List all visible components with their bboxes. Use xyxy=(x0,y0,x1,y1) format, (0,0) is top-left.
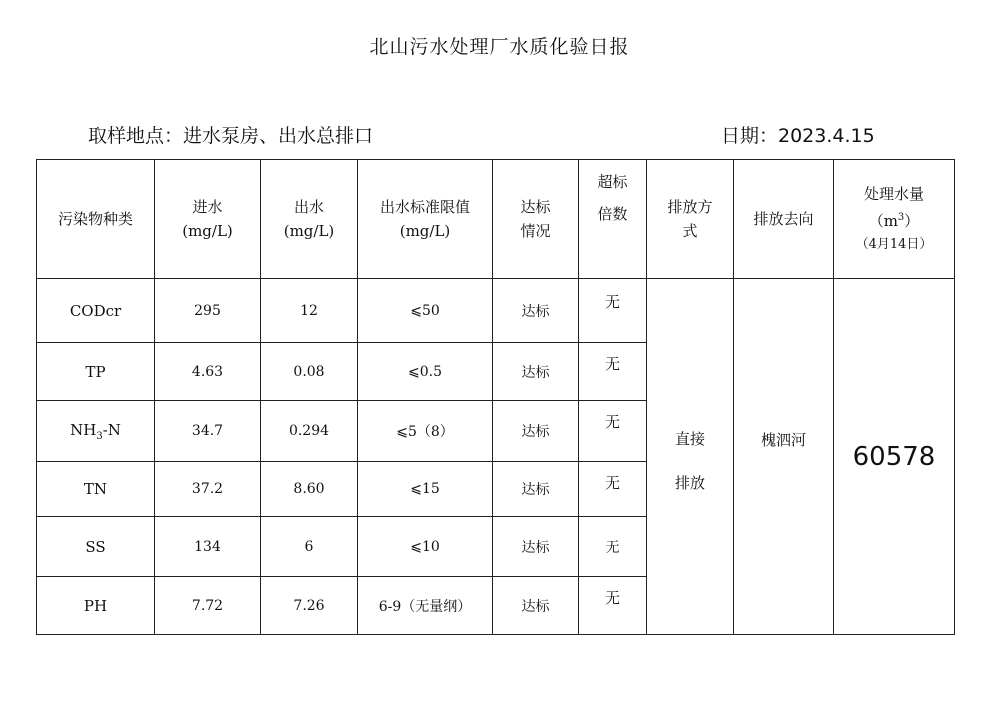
exceed-cell: 无 xyxy=(579,577,647,635)
exceed-cell: 无 xyxy=(579,517,647,577)
header-influent: 进水 (mg/L) xyxy=(155,160,261,279)
influent-cell: 37.2 xyxy=(155,462,261,517)
water-quality-table xyxy=(36,159,955,635)
exceed-cell: 无 xyxy=(579,279,647,343)
compliance-cell: 达标 xyxy=(493,343,579,401)
header-row xyxy=(37,160,955,279)
compliance-cell: 达标 xyxy=(493,401,579,462)
sampling-location: 取样地点：进水泵房、出水总排口 xyxy=(88,125,374,147)
limit-cell: ⩽15 xyxy=(358,462,493,517)
compliance-cell: 达标 xyxy=(493,517,579,577)
header-discharge-mode: 排放方 式 xyxy=(647,160,734,279)
treated-volume-cell: 60578 xyxy=(834,279,955,635)
effluent-cell: 0.08 xyxy=(261,343,358,401)
header-destination: 排放去向 xyxy=(734,160,834,279)
pollutant-cell: $NH_3-N$ xyxy=(37,401,155,462)
report-date: 日期：2023.4.15 xyxy=(721,125,875,147)
pollutant-cell: TN xyxy=(37,462,155,517)
limit-cell: ⩽10 xyxy=(358,517,493,577)
pollutant-cell: TP xyxy=(37,343,155,401)
pollutant-cell: CODcr xyxy=(37,279,155,343)
compliance-cell: 达标 xyxy=(493,462,579,517)
influent-cell: 7.72 xyxy=(155,577,261,635)
limit-cell: ⩽50 xyxy=(358,279,493,343)
header-limit: 出水标准限值 (mg/L) xyxy=(358,160,493,279)
influent-cell: 134 xyxy=(155,517,261,577)
influent-cell: 295 xyxy=(155,279,261,343)
header-compliance: 达标 情况 xyxy=(493,160,579,279)
effluent-cell: 8.60 xyxy=(261,462,358,517)
effluent-cell: 6 xyxy=(261,517,358,577)
destination-cell: 槐泗河 xyxy=(734,279,834,635)
discharge-mode-cell: 直接 排放 xyxy=(647,279,734,635)
header-volume: 处理水量 $(m^3)$ （4月14日） xyxy=(834,160,955,279)
exceed-cell: 无 xyxy=(579,401,647,462)
influent-cell: 4.63 xyxy=(155,343,261,401)
influent-cell: 34.7 xyxy=(155,401,261,462)
limit-cell: ⩽5（8） xyxy=(358,401,493,462)
report-title: 北山污水处理厂水质化验日报 xyxy=(369,36,630,58)
pollutant-cell: SS xyxy=(37,517,155,577)
limit-cell: ⩽0.5 xyxy=(358,343,493,401)
exceed-cell: 无 xyxy=(579,343,647,401)
compliance-cell: 达标 xyxy=(493,577,579,635)
header-exceed: 超标 倍数 xyxy=(579,160,647,279)
header-effluent: 出水 (mg/L) xyxy=(261,160,358,279)
pollutant-cell: PH xyxy=(37,577,155,635)
effluent-cell: 12 xyxy=(261,279,358,343)
limit-cell: 6-9（无量纲） xyxy=(358,577,493,635)
table-row xyxy=(37,279,955,343)
header-pollutant: 污染物种类 xyxy=(37,160,155,279)
effluent-cell: 0.294 xyxy=(261,401,358,462)
effluent-cell: 7.26 xyxy=(261,577,358,635)
compliance-cell: 达标 xyxy=(493,279,579,343)
exceed-cell: 无 xyxy=(579,462,647,517)
